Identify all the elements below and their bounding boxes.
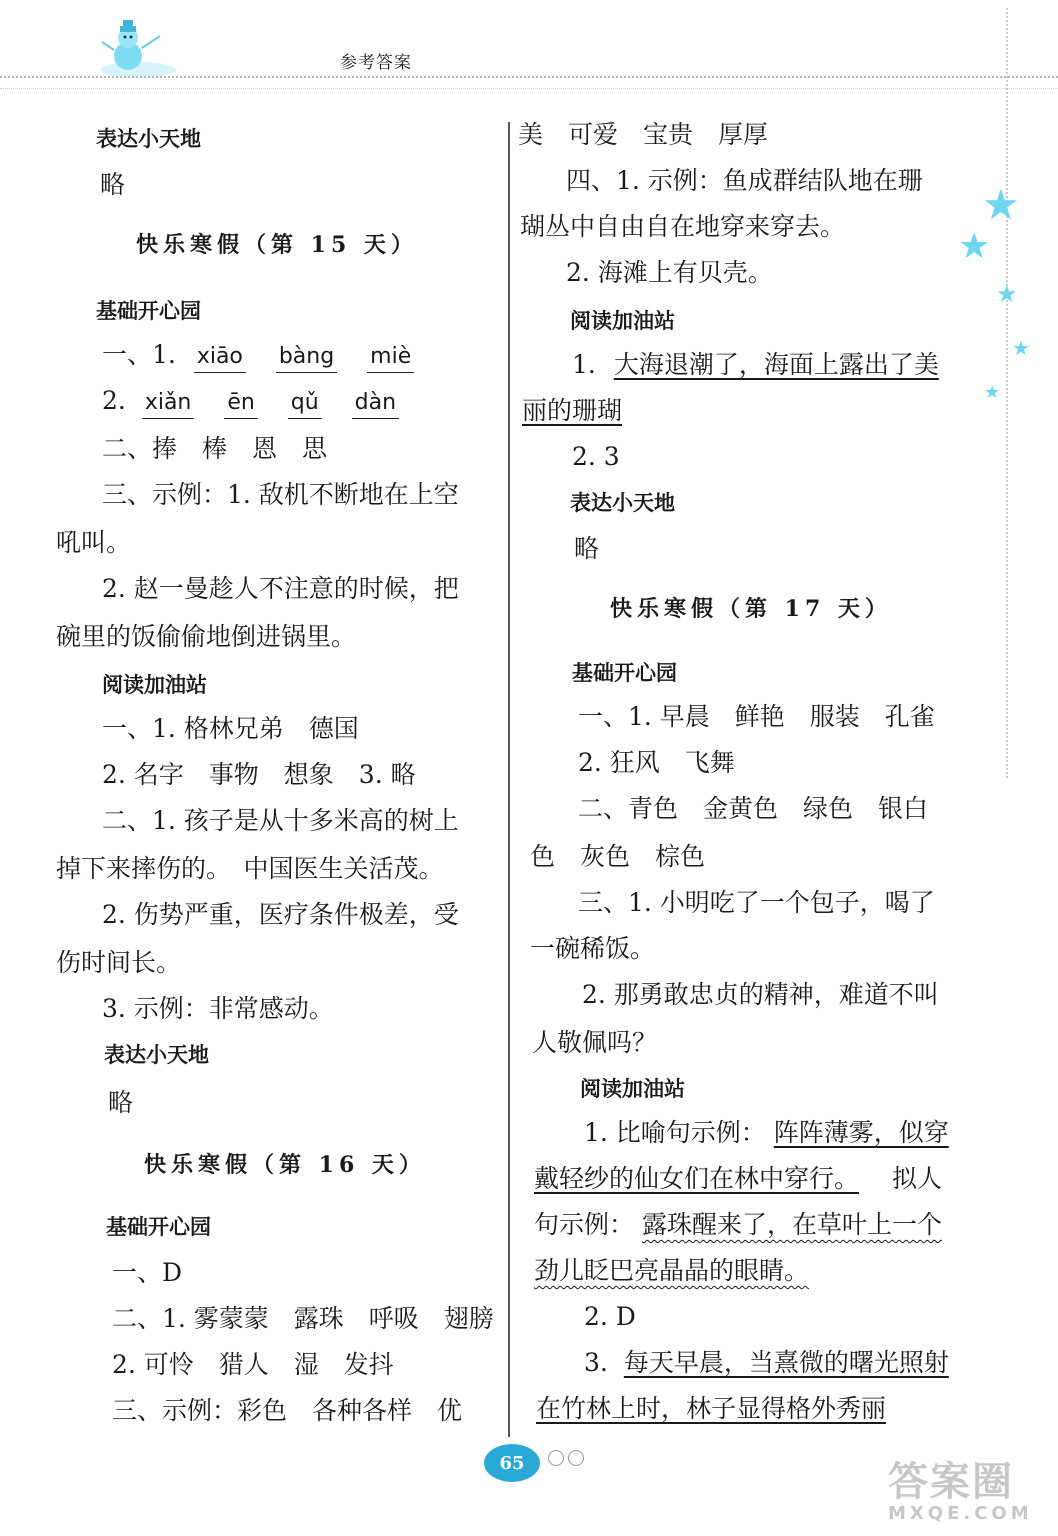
answer-line: 二、1. 孩子是从十多米高的树上 [102, 806, 459, 835]
answer-line [534, 1210, 942, 1240]
answer-line: 2. D [584, 1302, 636, 1331]
answer-line: 吼叫。 [56, 528, 132, 557]
answer-label: 3. [584, 1348, 608, 1377]
section-heading: 基础开心园 [96, 299, 201, 323]
section-heading: 阅读加油站 [580, 1077, 685, 1101]
header-divider [0, 76, 1058, 78]
answer-line: 掉下来摔伤的。 中国医生关活茂。 [56, 854, 444, 883]
answer-line: 二、1. 雾蒙蒙 露珠 呼吸 翅膀 [112, 1304, 494, 1333]
watermark-url: MXQE.COM [888, 1503, 1033, 1524]
answer-line [534, 1164, 942, 1194]
section-heading: 阅读加油站 [570, 309, 675, 333]
watermark-text: 答案圈 [888, 1459, 1014, 1505]
answer-line: 略 [100, 170, 126, 199]
pinyin-line [102, 386, 421, 419]
underlined-answer: 每天早晨，当熹微的曙光照射 [623, 1348, 949, 1377]
pinyin-line [102, 340, 436, 373]
answer-line: 四、1. 示例：鱼成群结队地在珊 [566, 166, 923, 195]
section-heading: 基础开心园 [572, 661, 677, 685]
star-icon: ★ [984, 382, 1001, 403]
answer-line: 二、捧 棒 恩 思 [102, 434, 328, 463]
answer-line: 一、1. 早晨 鲜艳 服装 孔雀 [578, 702, 935, 731]
margin-dotted-line [1006, 8, 1008, 778]
answer-line: 2. 名字 事物 想象 3. 略 [102, 760, 416, 789]
section-heading: 基础开心园 [106, 1215, 211, 1239]
answer-line: 略 [574, 534, 600, 563]
answer-text: 拟人 [866, 1164, 942, 1193]
pinyin-answer: dàn [352, 388, 399, 419]
answer-line: 伤时间长。 [56, 948, 182, 977]
answer-line: 三、示例：1. 敌机不断地在上空 [102, 480, 459, 509]
underlined-answer: 戴轻纱的仙女们在林中穿行。 [534, 1164, 860, 1193]
section-heading: 表达小天地 [570, 491, 675, 515]
answer-line: 3. 示例：非常感动。 [102, 994, 334, 1023]
pinyin-answer: xiāo [194, 342, 246, 373]
answer-line: 碗里的饭偷偷地倒进锅里。 [56, 622, 357, 651]
answer-label: 一、1. [102, 340, 176, 369]
day-title: 快乐寒假（第 16 天） [144, 1152, 426, 1178]
answer-line: 一、D [112, 1258, 183, 1287]
day-title: 快乐寒假（第 17 天） [610, 596, 892, 622]
answer-line: 2. 赵一曼趁人不注意的时候，把 [102, 574, 459, 603]
answer-label: 2. [102, 386, 126, 415]
section-heading: 阅读加油站 [102, 673, 207, 697]
answer-line: 2. 狂风 飞舞 [578, 748, 735, 777]
star-icon: ★ [996, 280, 1018, 308]
day-title: 快乐寒假（第 15 天） [136, 232, 418, 258]
answer-line: 2. 可怜 猎人 湿 发抖 [112, 1350, 394, 1379]
answer-line: 2. 那勇敢忠贞的精神，难道不叫 [582, 980, 939, 1009]
answer-line: 一、1. 格林兄弟 德国 [102, 714, 359, 743]
pinyin-answer: qǔ [288, 388, 322, 419]
section-heading: 表达小天地 [96, 127, 201, 151]
pinyin-answer: ēn [224, 388, 257, 419]
answer-line: 色 灰色 棕色 [530, 842, 706, 871]
answer-line [572, 350, 939, 380]
answer-line [584, 1118, 949, 1148]
header-divider-secondary [0, 88, 1058, 89]
star-icon: ★ [958, 226, 991, 267]
answer-line: 三、1. 小明吃了一个包子，喝了 [578, 888, 935, 917]
answer-label: 1. [572, 350, 596, 379]
snowman-icon [98, 18, 178, 82]
answer-line: 略 [108, 1088, 134, 1117]
answer-line: 人敬佩吗？ [532, 1028, 658, 1057]
answer-label: 1. 比喻句示例： [584, 1118, 766, 1147]
answer-line [584, 1348, 949, 1378]
pinyin-answer: miè [367, 342, 414, 373]
answer-line: 瑚丛中自由自在地穿来穿去。 [520, 212, 846, 241]
wavy-underlined-answer: 劲儿眨巴亮晶晶的眼睛。 [534, 1256, 810, 1285]
watermark-logo [888, 1450, 1048, 1524]
answer-line: 美 可爱 宝贵 厚厚 [518, 120, 769, 149]
answer-label: 句示例： [534, 1210, 635, 1239]
answer-line: 2. 3 [572, 442, 620, 471]
underlined-answer: 阵阵薄雾，似穿 [773, 1118, 949, 1147]
star-icon: ★ [982, 180, 1020, 229]
pinyin-answer: bàng [276, 342, 337, 373]
pinyin-answer: xiǎn [142, 388, 195, 419]
page-header-title: 参考答案 [340, 53, 412, 73]
page-decoration [544, 1450, 584, 1470]
star-icon: ★ [1012, 336, 1030, 360]
section-heading: 表达小天地 [104, 1043, 209, 1067]
wavy-underlined-answer: 露珠醒来了，在草叶上一个 [641, 1210, 942, 1239]
underlined-answer: 大海退潮了，海面上露出了美 [613, 350, 939, 379]
answer-line: 一碗稀饭。 [530, 934, 656, 963]
circle-icon [548, 1450, 564, 1466]
answer-line: 三、示例：彩色 各种各样 优 [112, 1396, 463, 1425]
underlined-answer: 丽的珊瑚 [522, 396, 623, 425]
page-number: 65 [484, 1444, 540, 1482]
answer-line: 2. 伤势严重，医疗条件极差，受 [102, 900, 459, 929]
column-divider [508, 122, 510, 1437]
answer-line: 二、青色 金黄色 绿色 银白 [578, 794, 929, 823]
circle-icon [568, 1450, 584, 1466]
underlined-answer: 在竹林上时，林子显得格外秀丽 [536, 1394, 887, 1423]
answer-line: 2. 海滩上有贝壳。 [566, 258, 773, 287]
